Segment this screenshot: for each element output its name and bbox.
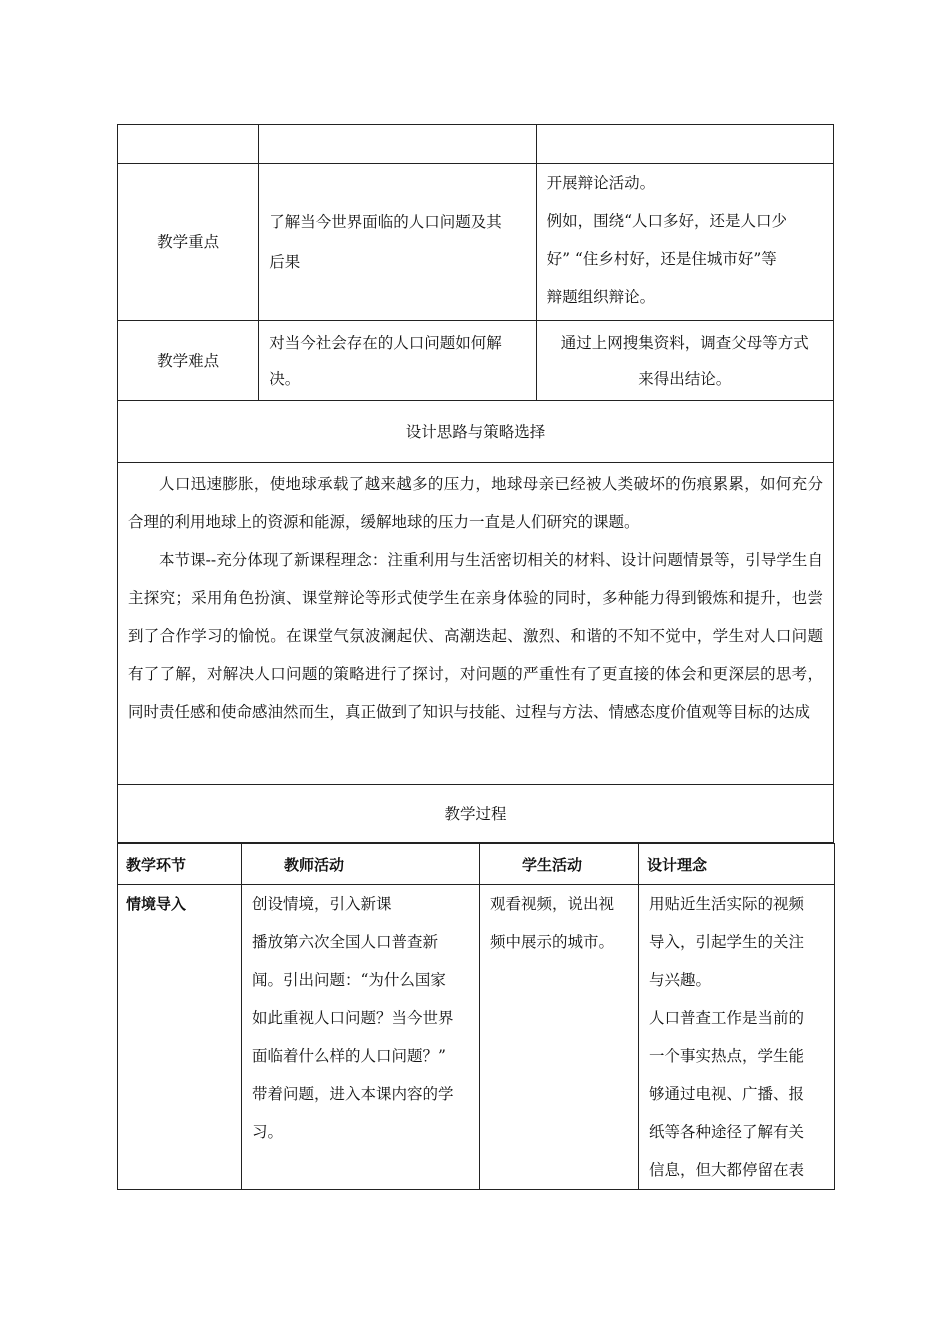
text-line: 纸等各种途径了解有关 bbox=[649, 1123, 805, 1141]
process-row-intro bbox=[118, 885, 835, 1190]
text-line: 创设情境，引入新课 bbox=[252, 895, 392, 913]
text-line: 了解当今世界面临的人口问题及其 bbox=[269, 213, 502, 231]
text-line: 习。 bbox=[252, 1123, 284, 1141]
focus-row bbox=[118, 164, 834, 321]
design-body-row bbox=[118, 463, 834, 785]
empty-cell bbox=[259, 125, 536, 164]
text-line: 通过上网搜集资料，调查父母等方式 bbox=[560, 333, 809, 352]
difficulty-method bbox=[536, 321, 833, 401]
teaching-process-table bbox=[117, 843, 835, 1190]
focus-method bbox=[536, 164, 833, 321]
process-title-row bbox=[118, 785, 834, 843]
text-line: 开展辩论活动。 bbox=[546, 174, 656, 192]
text-line: 人口普查工作是当前的 bbox=[649, 1009, 805, 1027]
header-stage: 教学环节 bbox=[118, 844, 242, 885]
empty-cell bbox=[118, 125, 259, 164]
text-line: 导入，引起学生的关注 bbox=[649, 933, 805, 951]
text-line: 播放第六次全国人口普查新 bbox=[252, 933, 439, 951]
text-line: 闻。引出问题：“为什么国家 bbox=[252, 971, 446, 989]
difficulty-label: 教学难点 bbox=[118, 321, 259, 401]
process-header-row bbox=[118, 844, 835, 885]
text-line: 带着问题，进入本课内容的学 bbox=[252, 1085, 454, 1103]
text-line: 好” “住乡村好，还是住城市好”等 bbox=[546, 250, 777, 268]
design-title-row bbox=[118, 401, 834, 463]
empty-row bbox=[118, 125, 834, 164]
process-title: 教学过程 bbox=[118, 785, 834, 843]
text-line: 信息，但大都停留在表 bbox=[649, 1161, 805, 1179]
text-line: 后果 bbox=[269, 253, 301, 271]
design-body bbox=[118, 463, 834, 785]
text-line: 够通过电视、广播、报 bbox=[649, 1085, 805, 1103]
text-line: 一个事实热点，学生能 bbox=[649, 1047, 805, 1065]
header-concept: 设计理念 bbox=[639, 844, 835, 885]
text-line: 频中展示的城市。 bbox=[490, 933, 615, 951]
text-line: 观看视频，说出视 bbox=[490, 895, 615, 913]
text-line: 面临着什么样的人口问题？” bbox=[252, 1047, 446, 1065]
text-line: 与兴趣。 bbox=[649, 971, 712, 989]
design-concept bbox=[639, 885, 835, 1190]
design-title: 设计思路与策略选择 bbox=[118, 401, 834, 463]
design-paragraph-1: 人口迅速膨胀，使地球承载了越来越多的压力，地球母亲已经被人类破坏的伤痕累累，如何充分合理的利用地球上的资源和能源，缓解地球的压力一直是人们研究的课题。 bbox=[128, 475, 823, 531]
focus-content bbox=[259, 164, 536, 321]
text-line: 用贴近生活实际的视频 bbox=[649, 895, 805, 913]
lesson-plan-table-top bbox=[117, 124, 834, 843]
empty-cell bbox=[536, 125, 833, 164]
focus-label: 教学重点 bbox=[118, 164, 259, 321]
teacher-activity bbox=[242, 885, 480, 1190]
text-line: 决。 bbox=[269, 369, 301, 388]
student-activity bbox=[480, 885, 639, 1190]
stage-cell: 情境导入 bbox=[118, 885, 242, 1190]
text-line: 来得出结论。 bbox=[638, 369, 732, 388]
header-teacher: 教师活动 bbox=[242, 844, 480, 885]
header-student: 学生活动 bbox=[480, 844, 639, 885]
difficulty-row bbox=[118, 321, 834, 401]
text-line: 例如，围绕“人口多好，还是人口少 bbox=[546, 212, 787, 230]
text-line: 如此重视人口问题？当今世界 bbox=[252, 1009, 454, 1027]
difficulty-content bbox=[259, 321, 536, 401]
design-paragraph-2: 本节课--充分体现了新课程理念：注重利用与生活密切相关的材料、设计问题情景等，引导学生自主探究；采用角色扮演、课堂辩论等形式使学生在亲身体验的同时，多种能力得到锻炼和提升，也尝到了合作学习的愉悦。在课堂气氛波澜起伏、高潮迭起、激烈、和谐的不知不觉中，学生对人口问题有了了解，对解决人口问题的策略进行了探讨，对问题的严重性有了更直接的体会和更深层的思考，同时责任感和使命感油然而生，真正做到了知识与技能、过程与方法、情感态度价值观等目标的达成 bbox=[128, 551, 823, 721]
text-line: 对当今社会存在的人口问题如何解 bbox=[269, 333, 502, 352]
text-line: 辩题组织辩论。 bbox=[546, 288, 656, 306]
